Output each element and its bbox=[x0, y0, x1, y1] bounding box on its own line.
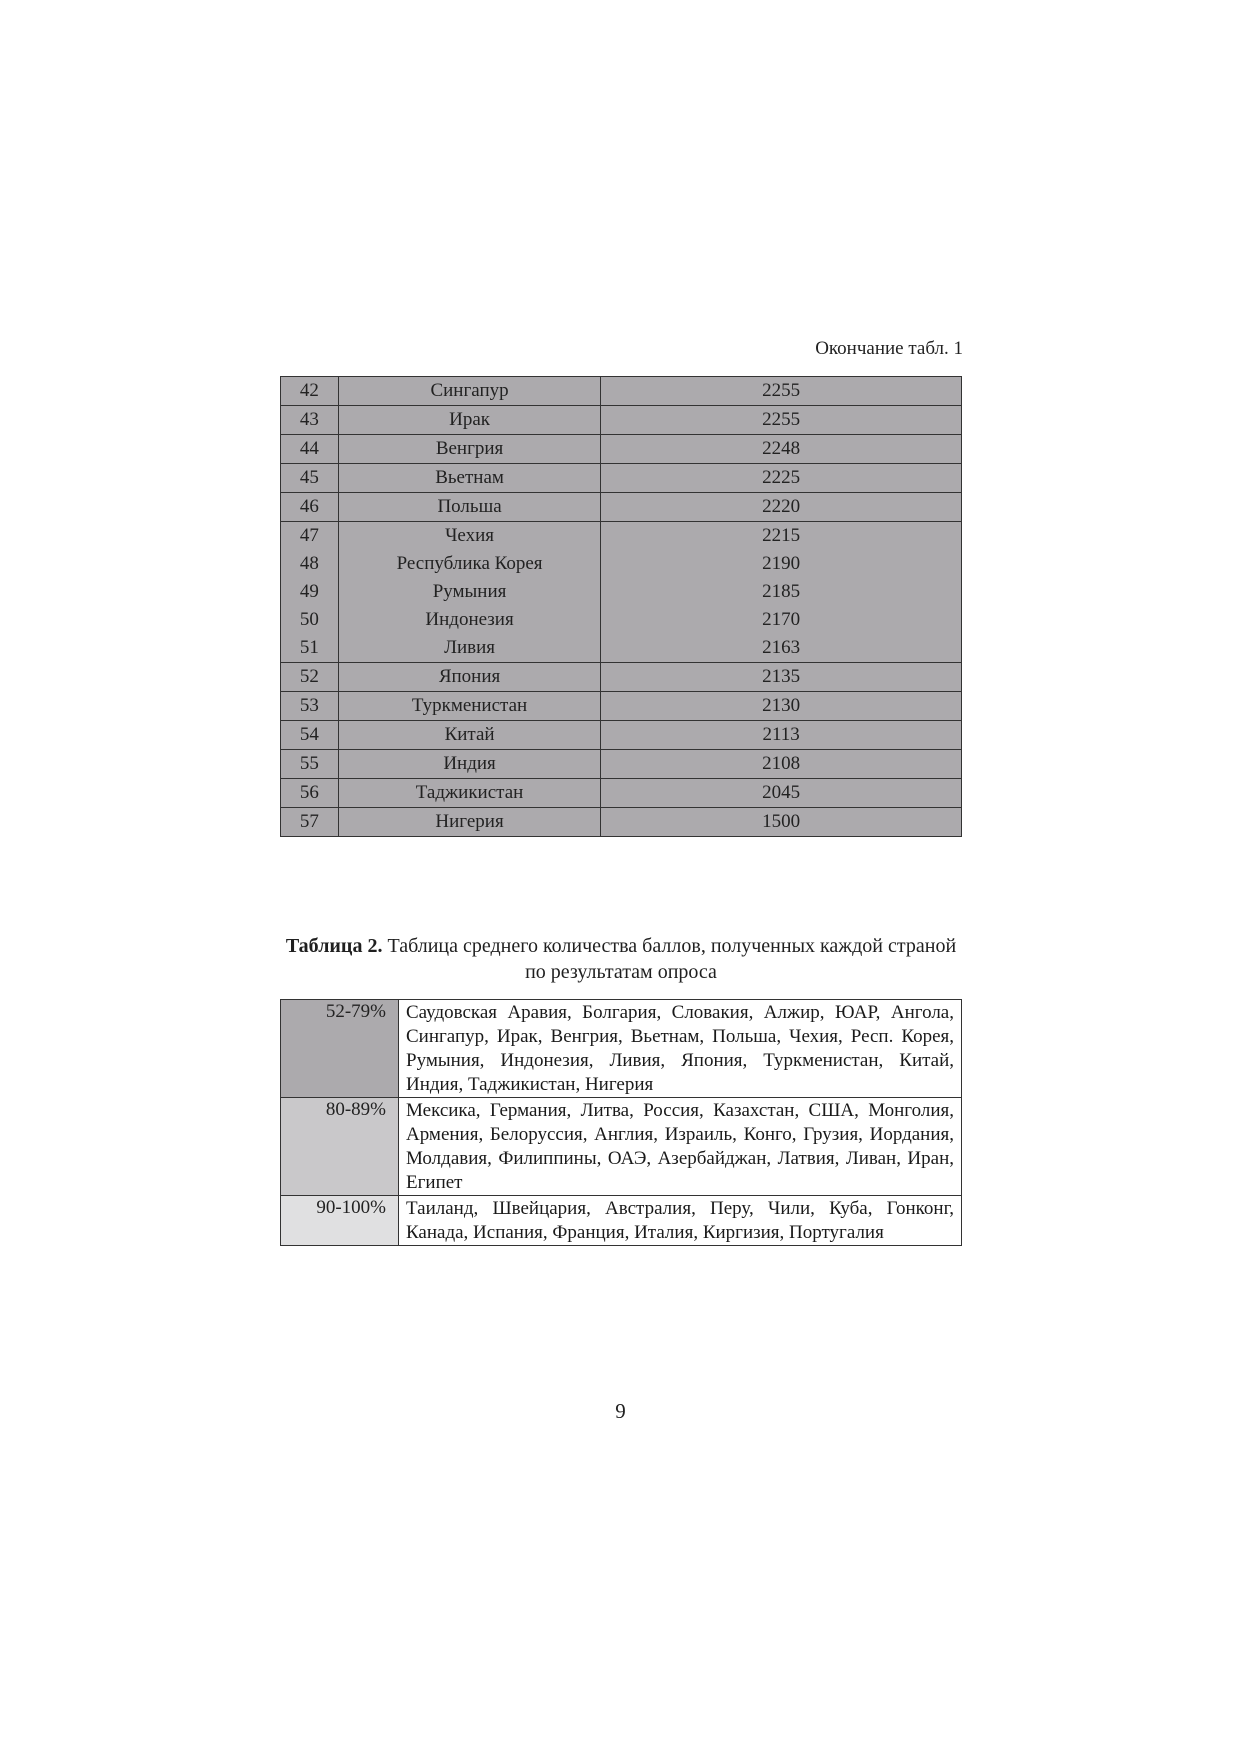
table-row bbox=[281, 808, 962, 837]
country-cell: Ирак bbox=[338, 406, 600, 435]
score-cell: 2163 bbox=[601, 634, 962, 663]
score-cell: 2130 bbox=[601, 692, 962, 721]
score-cell: 2215 bbox=[601, 522, 962, 551]
table-row bbox=[281, 550, 962, 578]
score-cell: 2185 bbox=[601, 578, 962, 606]
table-row bbox=[281, 377, 962, 406]
score-cell: 2113 bbox=[601, 721, 962, 750]
country-cell: Ливия bbox=[338, 634, 600, 663]
country-cell: Таджикистан bbox=[338, 779, 600, 808]
country-cell: Туркменистан bbox=[338, 692, 600, 721]
score-cell: 1500 bbox=[601, 808, 962, 837]
table-row bbox=[281, 692, 962, 721]
table-row bbox=[281, 435, 962, 464]
table-row bbox=[281, 406, 962, 435]
country-list-cell: Мексика, Германия, Литва, Россия, Казахстан, США, Монголия, Армения, Белоруссия, Англия, Израиль, Конго, Грузия, Иордания, Молдавия, Филиппины, ОАЭ, Азербайджан, Латвия, Ливан, Иран, Египет bbox=[399, 1098, 962, 1196]
table2-caption-label: Таблица 2. bbox=[285, 935, 383, 957]
row-number-cell: 49 bbox=[281, 578, 339, 606]
table-row bbox=[281, 663, 962, 692]
table2-caption bbox=[280, 933, 962, 985]
country-cell: Япония bbox=[338, 663, 600, 692]
score-cell: 2170 bbox=[601, 606, 962, 634]
score-cell: 2248 bbox=[601, 435, 962, 464]
score-cell: 2255 bbox=[601, 406, 962, 435]
row-number-cell: 42 bbox=[281, 377, 339, 406]
table-row bbox=[281, 1196, 962, 1246]
country-list-cell: Саудовская Аравия, Болгария, Словакия, Алжир, ЮАР, Ангола, Сингапур, Ирак, Венгрия, Вьетнам, Польша, Чехия, Респ. Корея, Румыния, Индонезия, Ливия, Япония, Туркменистан, Китай, Индия, Таджикистан, Нигерия bbox=[399, 1000, 962, 1098]
country-cell: Венгрия bbox=[338, 435, 600, 464]
table2-caption-text: Таблица среднего количества баллов, полученных каждой страной по результатам опроса bbox=[382, 935, 957, 983]
score-cell: 2190 bbox=[601, 550, 962, 578]
row-number-cell: 51 bbox=[281, 634, 339, 663]
row-number-cell: 50 bbox=[281, 606, 339, 634]
country-cell: Сингапур bbox=[338, 377, 600, 406]
table-row bbox=[281, 721, 962, 750]
country-cell: Нигерия bbox=[338, 808, 600, 837]
country-score-table bbox=[280, 376, 962, 837]
row-number-cell: 46 bbox=[281, 493, 339, 522]
table-row bbox=[281, 1000, 962, 1098]
score-range-cell: 52-79% bbox=[281, 1000, 399, 1098]
table-row bbox=[281, 522, 962, 551]
row-number-cell: 53 bbox=[281, 692, 339, 721]
table-row bbox=[281, 779, 962, 808]
table-row bbox=[281, 1098, 962, 1196]
row-number-cell: 43 bbox=[281, 406, 339, 435]
table-row bbox=[281, 578, 962, 606]
table-row bbox=[281, 493, 962, 522]
row-number-cell: 45 bbox=[281, 464, 339, 493]
row-number-cell: 52 bbox=[281, 663, 339, 692]
score-cell: 2255 bbox=[601, 377, 962, 406]
table-row bbox=[281, 634, 962, 663]
table-row bbox=[281, 750, 962, 779]
table-row bbox=[281, 464, 962, 493]
country-cell: Индия bbox=[338, 750, 600, 779]
country-cell: Румыния bbox=[338, 578, 600, 606]
country-cell: Польша bbox=[338, 493, 600, 522]
row-number-cell: 54 bbox=[281, 721, 339, 750]
country-cell: Чехия bbox=[338, 522, 600, 551]
page-number: 9 bbox=[615, 1399, 626, 1423]
score-cell: 2220 bbox=[601, 493, 962, 522]
row-number-cell: 55 bbox=[281, 750, 339, 779]
country-list-cell: Таиланд, Швейцария, Австралия, Перу, Чили, Куба, Гонконг, Канада, Испания, Франция, Италия, Киргизия, Португалия bbox=[399, 1196, 962, 1246]
table-row bbox=[281, 606, 962, 634]
row-number-cell: 56 bbox=[281, 779, 339, 808]
score-cell: 2108 bbox=[601, 750, 962, 779]
row-number-cell: 48 bbox=[281, 550, 339, 578]
country-cell: Индонезия bbox=[338, 606, 600, 634]
continuation-label: Окончание табл. 1 bbox=[815, 338, 963, 359]
country-cell: Вьетнам bbox=[338, 464, 600, 493]
score-cell: 2045 bbox=[601, 779, 962, 808]
row-number-cell: 47 bbox=[281, 522, 339, 551]
score-range-cell: 80-89% bbox=[281, 1098, 399, 1196]
score-cell: 2135 bbox=[601, 663, 962, 692]
score-cell: 2225 bbox=[601, 464, 962, 493]
row-number-cell: 57 bbox=[281, 808, 339, 837]
score-range-table bbox=[280, 999, 962, 1246]
score-range-table-body bbox=[281, 1000, 962, 1246]
score-range-cell: 90-100% bbox=[281, 1196, 399, 1246]
country-cell: Республика Корея bbox=[338, 550, 600, 578]
country-cell: Китай bbox=[338, 721, 600, 750]
row-number-cell: 44 bbox=[281, 435, 339, 464]
country-score-table-body bbox=[281, 377, 962, 837]
